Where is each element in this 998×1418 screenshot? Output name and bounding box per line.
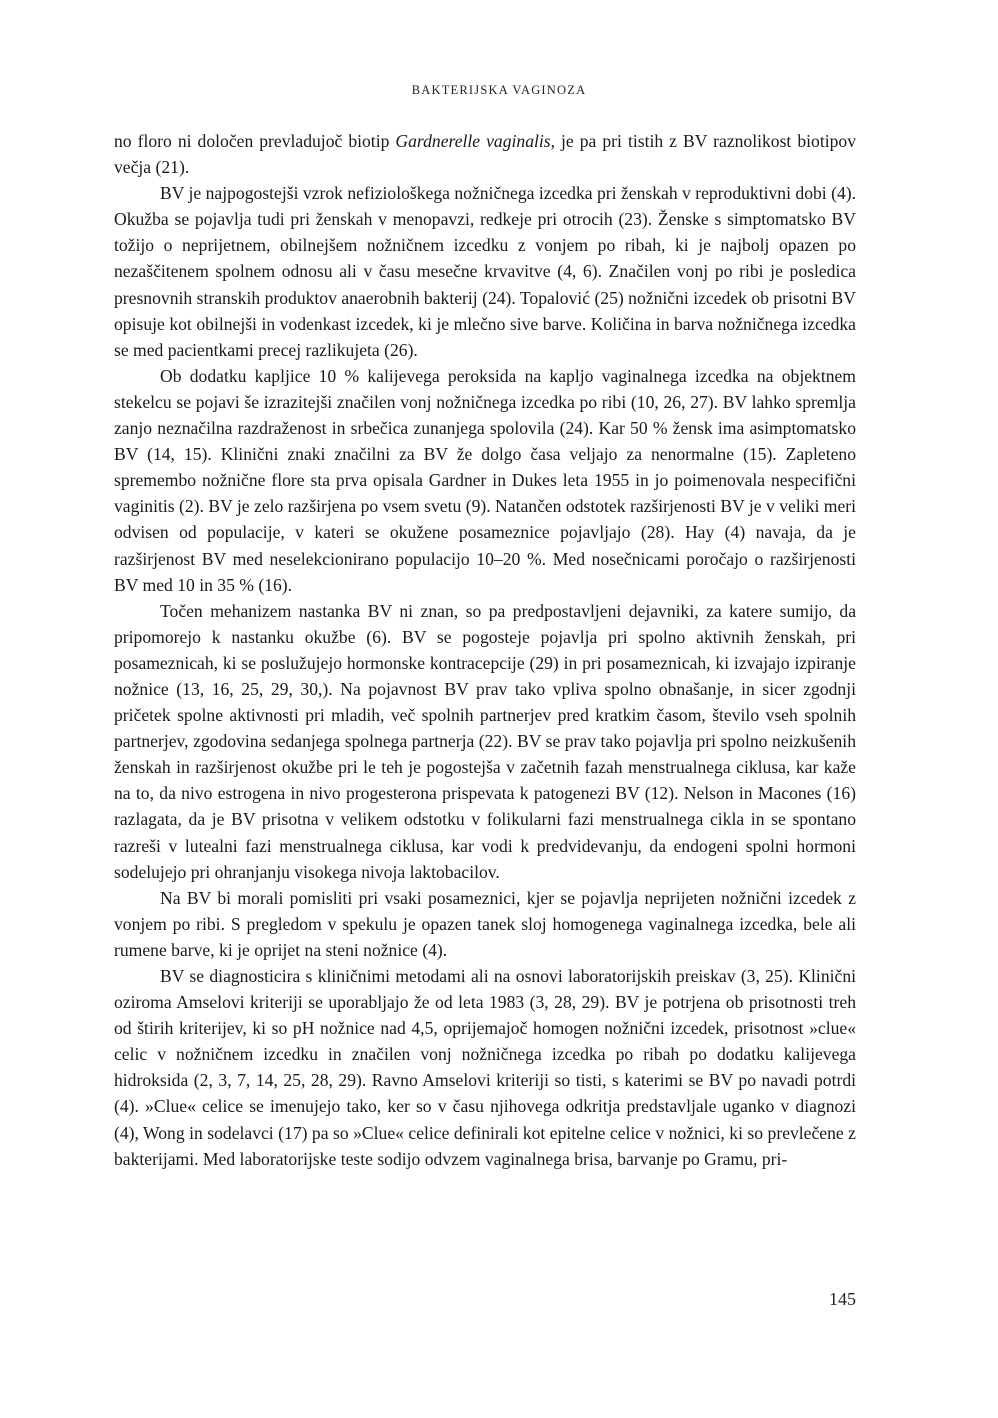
body-text bbox=[114, 128, 856, 1172]
page-number: 145 bbox=[829, 1289, 856, 1309]
running-header: BAKTERIJSKA VAGINOZA bbox=[411, 83, 587, 97]
paragraph-3: Ob dodatku kapljice 10 % kalijevega peroksida na kapljo vaginalnega izcedka na objektnem stekelcu se pojavi še izrazitejši značilen vonj nožničnega izcedka po ribi (10, 26, 27). BV lahko spremlja zanjo neznačilna razdraženost in srbečica zunanjega spolovila (24). Kar 50 % žensk ima asimptomatsko BV (14, 15). Klinični znaki značilni za BV že dolgo časa veljajo za nenormalne (15). Zapleteno spremembo nožnične flore sta prva opisala Gardner in Dukes leta 1955 in jo poimenovala nespecifični vaginitis (2). BV je zelo razširjena po vsem svetu (9). Natančen odstotek razširjenosti BV je v veliki meri odvisen od populacije, v kateri se okužene posameznice pojavljajo (28). Hay (4) navaja, da je razširjenost BV med neselekcionirano populacijo 10–20 %. Med nosečnicami poročajo o razširjenosti BV med 10 in 35 % (16). bbox=[114, 365, 856, 595]
paragraph-1-pre: no floro ni določen prevladujoč biotip bbox=[114, 131, 396, 151]
paragraph-5: Na BV bi morali pomisliti pri vsaki posameznici, kjer se pojavlja neprijeten nožnični izcedek z vonjem po ribi. S pregledom v spekulu je opazen tanek sloj homogenega vaginalnega izcedka, bele ali rumene barve, ki je oprijet na steni nožnice (4). bbox=[114, 887, 856, 960]
paragraph-4: Točen mehanizem nastanka BV ni znan, so pa predpostavljeni dejavniki, za katere sumijo, da pripomorejo k nastanku okužbe (6). BV se pogosteje pojavlja pri spolno aktivnih ženskah, pri posameznicah, ki se poslužujejo hormonske kontracepcije (29) in pri posameznicah, ki izvajajo izpiranje nožnice (13, 16, 25, 29, 30,). Na pojavnost BV prav tako vpliva spolno obnašanje, in sicer zgodnji pričetek spolne aktivnosti pri mladih, več spolnih partnerjev pred kratkim časom, število vseh spolnih partnerjev, zgodovina sedanjega spolnega partnerja (22). BV se prav tako pojavlja pri spolno neizkušenih ženskah in razširjenost okužbe pri le teh je pogostejša v začetnih fazah menstrualnega ciklusa, kar kaže na to, da nivo estrogena in nivo progesterona prispevata k patogenezi BV (12). Nelson in Macones (16) razlagata, da je BV prisotna v velikem odstotku v folikularni fazi menstrualnega cikla in se spontano razreši v lutealni fazi menstrualnega ciklusa, kar vodi k predvidevanju, da endogeni spolni hormoni sodelujejo pri ohranjanju visokega nivoja laktobacilov. bbox=[114, 600, 856, 882]
paragraph-6: BV se diagnosticira s kliničnimi metodami ali na osnovi laboratorijskih preiskav (3, 25). Klinični oziroma Amselovi kriteriji se uporabljajo že od leta 1983 (3, 28, 29). BV je potrjena ob prisotnosti treh od štirih kriterijev, ki so pH nožnice nad 4,5, oprijemajoč homogen nožnični izcedek, prisotnost »clue« celic v nožničnem izcedku in značilen vonj nožničnega izcedka po ribah po dodatku kalijevega hidroksida (2, 3, 7, 14, 25, 28, 29). Ravno Amselovi kriteriji so tisti, s katerimi se BV po navadi potrdi (4). »Clue« celice se imenujejo tako, ker so v času njihovega odkritja predstavljale uganko v diagnozi (4), Wong in sodelavci (17) pa so »Clue« celice definirali kot epitelne celice v nožnici, ki so prevlečene z bakterijami. Med laboratorijske teste sodijo odvzem vaginalnega brisa, barvanje po Gramu, pri- bbox=[114, 966, 856, 1169]
paragraph-1 bbox=[114, 128, 856, 180]
paragraph-2: BV je najpogostejši vzrok nefiziološkega nožničnega izcedka pri ženskah v reproduktivni dobi (4). Okužba se pojavlja tudi pri ženskah v menopavzi, redkeje pri otrocih (23). Ženske s simptomatsko BV tožijo o neprijetnem, obilnejšem nožničnem izcedku z vonjem po ribah, ki je najbolj opazen po nezaščitenem spolnem odnosu ali v času mesečne krvavitve (4, 6). Značilen vonj po ribi je posledica presnovnih stranskih produktov anaerobnih bakterij (24). Topalović (25) nožnični izcedek ob prisotni BV opisuje kot obilnejši in vodenkast izcedek, ki je mlečno sive barve. Količina in barva nožničnega izcedka se med pacientkami precej razlikujeta (26). bbox=[114, 183, 856, 360]
paragraph-1-post: , je pa pri tistih z BV raznolikost biotipov večja (21). bbox=[114, 131, 856, 178]
species-name: Gardnerelle vaginalis bbox=[395, 131, 551, 151]
